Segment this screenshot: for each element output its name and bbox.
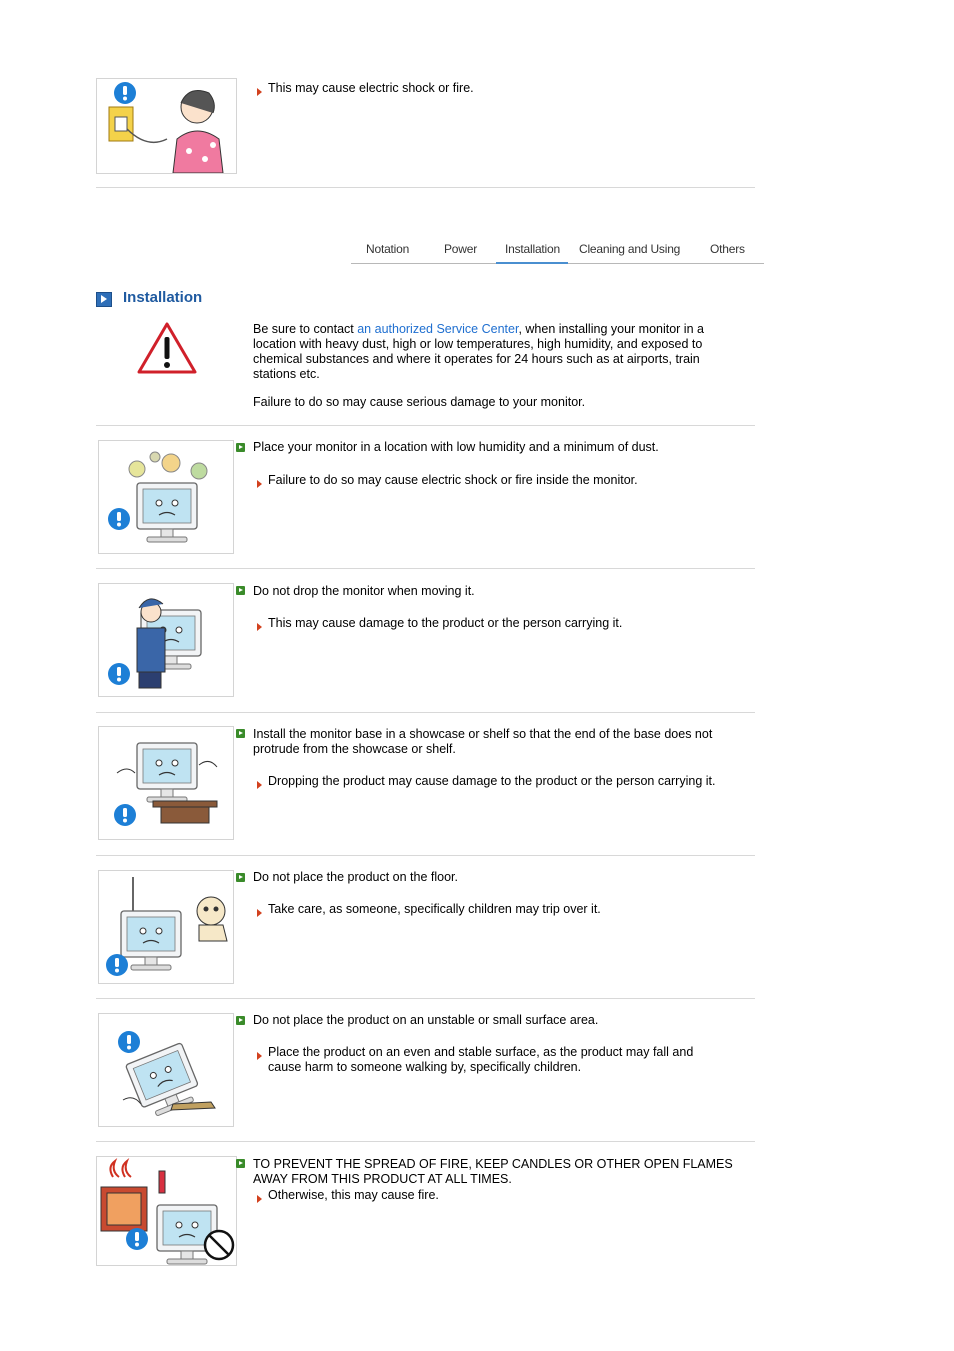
item-bullet-text: Failure to do so may cause electric shock or fire inside the monitor. xyxy=(268,473,638,487)
service-center-link[interactable]: an authorized Service Center xyxy=(357,322,519,336)
item-heading: Install the monitor base in a showcase or shelf so that the end of the base does not protrude from the showcase or shelf. xyxy=(253,727,713,756)
divider xyxy=(96,187,755,188)
item-bullet-text: Dropping the product may cause damage to the product or the person carrying it. xyxy=(268,774,716,788)
item-bullet-text: Otherwise, this may cause fire. xyxy=(268,1188,439,1202)
item-bullet-text: Place the product on an even and stable surface, as the product may fall and cause harm to someone walking by, specifically children. xyxy=(268,1045,694,1074)
section-title: Installation xyxy=(123,289,203,306)
green-bullet-icon xyxy=(236,586,245,595)
active-tab-indicator xyxy=(496,262,568,264)
divider xyxy=(96,712,755,713)
intro-before-link: Be sure to contact xyxy=(253,322,358,336)
illustration-unplug-cord xyxy=(96,78,237,174)
intro-warning-text: Failure to do so may cause serious damage to your monitor. xyxy=(253,395,586,409)
top-bullet-text: This may cause electric shock or fire. xyxy=(268,81,474,95)
intro-after-link: , when installing your monitor in a location with heavy dust, high or low temperatures, high humidity, and exposed to chemical substances and where it operates for 24 hours such as at airports, train stations etc. xyxy=(253,322,704,381)
illustration-monitor-on-floor xyxy=(98,870,234,984)
green-bullet-icon xyxy=(236,1159,245,1168)
tab-others[interactable]: Others xyxy=(710,242,745,256)
illustration-monitor-falling xyxy=(98,1013,234,1127)
item-bullet-text: This may cause damage to the product or the person carrying it. xyxy=(268,616,623,630)
green-bullet-icon xyxy=(236,443,245,452)
illustration-candle-fire-hazard xyxy=(96,1156,237,1266)
divider xyxy=(96,568,755,569)
divider xyxy=(96,1141,755,1142)
item-heading: Do not drop the monitor when moving it. xyxy=(253,584,475,598)
green-bullet-icon xyxy=(236,873,245,882)
divider xyxy=(96,425,755,426)
intro-text xyxy=(253,322,743,382)
tab-power[interactable]: Power xyxy=(444,242,478,256)
item-heading: TO PREVENT THE SPREAD OF FIRE, KEEP CANDLES OR OTHER OPEN FLAMES AWAY FROM THIS PRODUCT AT ALL TIMES. xyxy=(253,1157,733,1186)
section-arrow-icon xyxy=(96,292,112,307)
item-heading: Do not place the product on the floor. xyxy=(253,870,458,884)
warning-triangle-icon xyxy=(136,321,198,375)
section-tabs xyxy=(351,236,764,264)
tab-installation[interactable]: Installation xyxy=(505,242,560,256)
green-bullet-icon xyxy=(236,729,245,738)
divider xyxy=(96,855,755,856)
tab-notation[interactable]: Notation xyxy=(366,242,410,256)
item-heading: Do not place the product on an unstable or small surface area. xyxy=(253,1013,599,1027)
illustration-monitor-on-shelf xyxy=(98,726,234,840)
green-bullet-icon xyxy=(236,1016,245,1025)
illustration-carrying-monitor xyxy=(98,583,234,697)
item-heading: Place your monitor in a location with low humidity and a minimum of dust. xyxy=(253,440,659,454)
tab-cleaning-and-using[interactable]: Cleaning and Using xyxy=(579,242,681,256)
divider xyxy=(96,998,755,999)
item-bullet-text: Take care, as someone, specifically children may trip over it. xyxy=(268,902,601,916)
illustration-dusty-monitor xyxy=(98,440,234,554)
